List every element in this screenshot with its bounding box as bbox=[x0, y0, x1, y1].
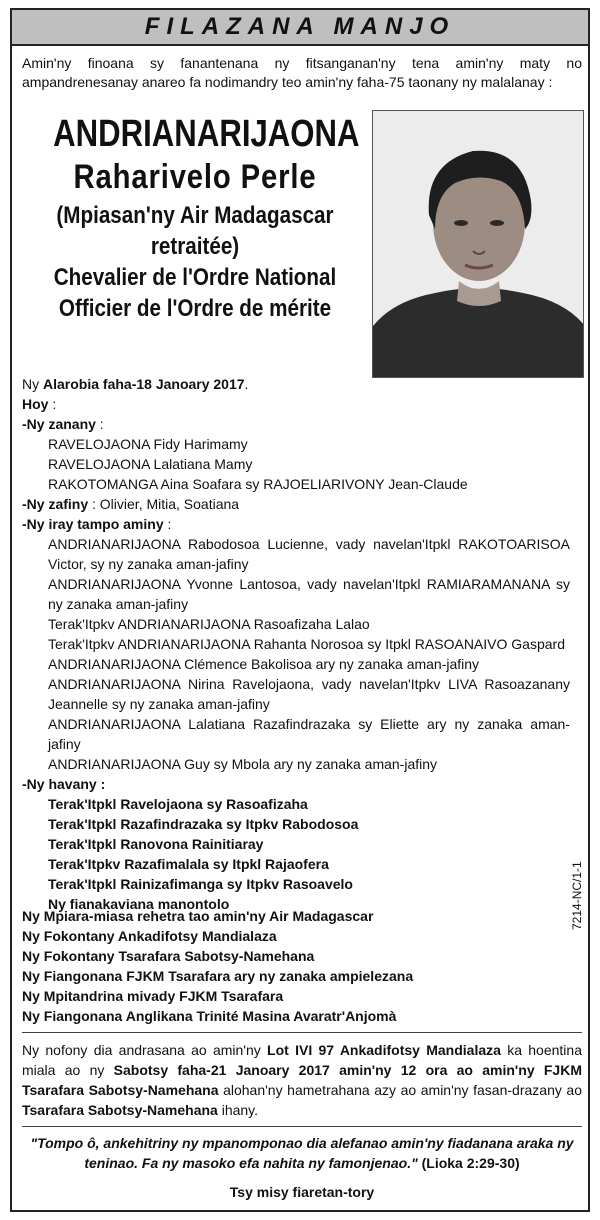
children-heading: -Ny zanany : bbox=[22, 416, 104, 432]
list-item: ANDRIANARIJAONA Guy sy Mbola ary ny zanaka aman-jafiny bbox=[48, 756, 438, 772]
list-item: Ny Mpiara-miasa rehetra tao amin'ny Air Madagascar bbox=[22, 908, 374, 924]
divider bbox=[22, 1032, 582, 1033]
family-section bbox=[22, 374, 570, 914]
deceased-title-line: retraitée) bbox=[150, 233, 240, 260]
list-item: ANDRIANARIJAONA Rabodosoa Lucienne, vady navelan'Itpkl RAKOTOARISOA Victor, sy ny zanaka aman-jafiny bbox=[48, 536, 570, 572]
list-item: Terak'Itpkl Razafindrazaka sy Itpkv Rabodosoa bbox=[48, 816, 359, 832]
list-item: Terak'Itpkv ANDRIANARIJAONA Rahanta Norosoa sy Itpkl RASOANAIVO Gaspard bbox=[48, 636, 565, 652]
list-item: Terak'Itpkl Ravelojaona sy Rasoafizaha bbox=[48, 796, 308, 812]
deceased-portrait bbox=[372, 110, 584, 378]
deceased-given-names: Raharivelo Perle bbox=[73, 158, 317, 196]
divider bbox=[22, 1126, 582, 1127]
deceased-title-line: Chevalier de l'Ordre National bbox=[53, 264, 337, 291]
reference-code: 7214-NC/1-1 bbox=[570, 861, 584, 930]
list-item: ANDRIANARIJAONA Yvonne Lantosoa, vady navelan'Itpkl RAMIARAMANANA sy ny zanaka aman-jafiny bbox=[48, 576, 570, 612]
portrait-image bbox=[373, 111, 584, 378]
verse-reference: (Lioka 2:29-30) bbox=[417, 1155, 520, 1171]
list-item: ANDRIANARIJAONA Lalatiana Razafindrazaka sy Eliette ary ny zanaka aman-jafiny bbox=[48, 716, 570, 752]
deceased-surname: ANDRIANARIJAONA bbox=[53, 113, 360, 155]
wake-location: Lot IVI 97 Ankadifotsy Mandialaza bbox=[267, 1042, 501, 1058]
deceased-name-block bbox=[22, 112, 368, 324]
list-item: RAVELOJAONA Fidy Harimamy bbox=[48, 436, 248, 452]
list-item: RAVELOJAONA Lalatiana Mamy bbox=[48, 456, 253, 472]
intro-text: Amin'ny finoana sy fanantenana ny fitsanganan'ny tena amin'ny maty no ampandrenesanay anareo fa nodimandry teo amin'ny faha-75 taonany ny malalanay : bbox=[22, 55, 582, 90]
list-item: Ny Mpitandrina mivady FJKM Tsarafara bbox=[22, 988, 284, 1004]
list-item: RAKOTOMANGA Aina Soafara sy RAJOELIARIVONY Jean-Claude bbox=[48, 476, 468, 492]
relatives-heading: -Ny havany : bbox=[22, 776, 106, 792]
bible-verse bbox=[22, 1133, 582, 1173]
list-item: Terak'Itpkv ANDRIANARIJAONA Rasoafizaha Lalao bbox=[48, 616, 370, 632]
siblings-heading: -Ny iray tampo aminy : bbox=[22, 516, 172, 532]
list-item: Ny Fiangonana Anglikana Trinité Masina Avaratr'Anjomà bbox=[22, 1008, 397, 1024]
service-datetime: Sabotsy faha-21 Janoary 2017 amin'ny 12 ora ao amin'ny FJKM Tsarafara Sabotsy-Namehana bbox=[22, 1062, 582, 1098]
list-item: Ny fianakaviana manontolo bbox=[48, 896, 230, 912]
list-item: Terak'Itpkv Razafimalala sy Itpkl Rajaofera bbox=[48, 856, 329, 872]
list-item: ANDRIANARIJAONA Nirina Ravelojaona, vady navelan'Itpkv LIVA Rasoazanany Jeannelle sy ny zanaka aman-jafiny bbox=[48, 676, 570, 712]
deceased-title-line: (Mpiasan'ny Air Madagascar bbox=[56, 202, 334, 229]
burial-location: Tsarafara Sabotsy-Namehana bbox=[22, 1102, 218, 1118]
hoy-line: Hoy : bbox=[22, 396, 57, 412]
deceased-title-line: Officier de l'Ordre de mérite bbox=[58, 295, 332, 322]
death-date: Alarobia faha-18 Janoary 2017 bbox=[43, 376, 245, 392]
verse-quote: "Tompo ô, ankehitriny ny mpanomponao dia alefanao amin'ny fiadanana araka ny teninao. Fa ny masoko efa nahita ny famonjenao." bbox=[30, 1135, 574, 1171]
page-header: FILAZANA MANJO bbox=[12, 10, 588, 46]
funeral-details: Ny nofony dia andrasana ao amin'ny Lot IVI 97 Ankadifotsy Mandialaza ka hoentina miala ao ny Sabotsy faha-21 Janoary 2017 amin'ny 12 ora ao amin'ny FJKM Tsarafara Sabotsy-Namehana alohan'ny hametrahana azy ao amin'ny fasan-drazany ao Tsarafara Sabotsy-Namehana ihany. bbox=[22, 1042, 582, 1118]
organizations-list bbox=[22, 906, 570, 1026]
list-item: ANDRIANARIJAONA Clémence Bakolisoa ary ny zanaka aman-jafiny bbox=[48, 656, 480, 672]
list-item: Ny Fokontany Tsarafara Sabotsy-Namehana bbox=[22, 948, 315, 964]
list-item: Terak'Itpkl Rainizafimanga sy Itpkv Rasoavelo bbox=[48, 876, 353, 892]
list-item: Ny Fiangonana FJKM Tsarafara ary ny zanaka ampielezana bbox=[22, 968, 414, 984]
list-item: Ny Fokontany Ankadifotsy Mandialaza bbox=[22, 928, 277, 944]
list-item: Terak'Itpkl Ranovona Rainitiaray bbox=[48, 836, 264, 852]
date-line: Ny Alarobia faha-18 Janoary 2017. bbox=[22, 376, 249, 392]
footer-note: Tsy misy fiaretan-tory bbox=[229, 1184, 375, 1200]
grandchildren-line: -Ny zafiny : Olivier, Mitia, Soatiana bbox=[22, 496, 240, 512]
